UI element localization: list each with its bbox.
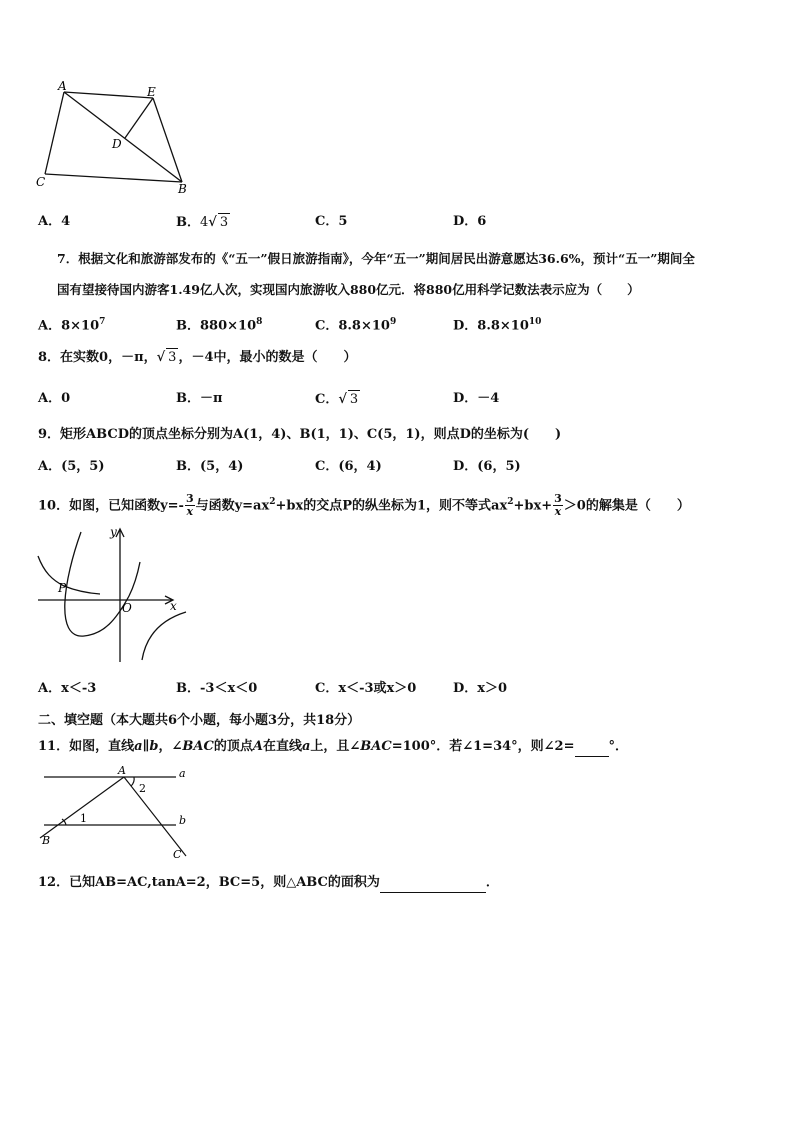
segment-AE: [64, 92, 153, 98]
q10-option-b[interactable]: B．-3＜x＜0: [176, 681, 258, 696]
label-D: D: [112, 137, 122, 151]
q10-stem: 10．如图，已知函数y=- $\frac{3}{x}$ 与函数$y=ax^2+bx$的交点P的纵坐标为1，则不等式$ax^2+bx+$ $\frac{3}{x}$ ＞0的解集是（ ）: [38, 492, 690, 519]
angle-2-arc: [131, 777, 134, 786]
q6-option-a[interactable]: A．4: [38, 214, 71, 229]
q9-stem: 9．矩形ABCD的顶点坐标分别为A(1，4)、B(1，1)、C(5，1)，则点D的坐标为( ): [38, 427, 562, 442]
parabola-curve: [65, 532, 140, 636]
label-B: B: [178, 182, 187, 196]
q7-option-a[interactable]: A．$8\times 10^7$: [38, 317, 106, 334]
q6-figure: [30, 78, 200, 198]
label-O: O: [122, 601, 132, 615]
q7-option-d[interactable]: D．$8.8\times 10^{10}$: [453, 317, 542, 334]
label-B: B: [42, 834, 51, 847]
label-A: A: [118, 764, 126, 777]
label-P: P: [58, 581, 67, 595]
fraction-3-over-x-2: $\frac{3}{x}$: [554, 492, 562, 519]
q12-answer-blank[interactable]: [380, 874, 486, 893]
label-C: C: [173, 848, 182, 861]
label-a: a: [179, 767, 186, 780]
q12-stem: 12．已知AB=AC,tanA=2，BC=5，则△ABC的面积为 ．: [38, 874, 499, 893]
q8-option-d[interactable]: D．－4: [453, 391, 500, 406]
segment-AC: [45, 92, 64, 174]
q10-option-c[interactable]: C．x＜-3或x＞0: [315, 681, 417, 696]
label-C: C: [36, 175, 46, 189]
q11-figure: [36, 762, 196, 862]
segment-EB: [153, 98, 182, 182]
q9-option-a[interactable]: A．(5，5): [38, 459, 105, 474]
q7-line1: 7．根据文化和旅游部发布的《“五一”假日旅游指南》，今年“五一”期间居民出游意愿达36.6%，预计“五一”期间全: [57, 251, 695, 266]
q7-option-c[interactable]: C．$8.8\times 10^9$: [315, 317, 397, 334]
segment-AB: [64, 92, 182, 182]
hyperbola-right-branch: [142, 612, 186, 660]
q6-option-c[interactable]: C．5: [315, 214, 348, 229]
label-angle-1: 1: [80, 812, 87, 825]
q8-stem: 8．在实数0，－π，√ 3 ，－4中，最小的数是（ ）: [38, 350, 357, 365]
q6-option-b[interactable]: B．4√ 3: [176, 215, 229, 230]
segment-AC: [124, 777, 186, 856]
label-y: y: [110, 525, 117, 539]
q8-option-b[interactable]: B．－π: [176, 391, 223, 406]
q7-option-b[interactable]: B．$880\times 10^8$: [176, 317, 263, 334]
q10-option-d[interactable]: D．x＞0: [453, 681, 508, 696]
q10-figure: [34, 524, 194, 666]
label-b: b: [179, 814, 187, 827]
label-E: E: [147, 85, 156, 99]
q11-answer-blank[interactable]: [575, 738, 609, 757]
q8-option-c[interactable]: C．√ 3: [315, 392, 359, 407]
q8-option-a[interactable]: A．0: [38, 391, 71, 406]
q9-option-c[interactable]: C．(6，4): [315, 459, 382, 474]
fraction-3-over-x: $\frac{3}{x}$: [185, 492, 194, 519]
q10-option-a[interactable]: A．x＜-3: [38, 681, 97, 696]
q6-option-d[interactable]: D．6: [453, 214, 487, 229]
label-angle-2: 2: [139, 782, 146, 795]
q11-stem: 11．如图，直线a∥b，∠BAC的顶点A在直线a上，且∠BAC=100°．若∠1=34°，则∠2= °．: [38, 738, 628, 757]
label-x: x: [170, 599, 177, 613]
label-A: A: [58, 79, 67, 93]
q9-option-b[interactable]: B．(5，4): [176, 459, 244, 474]
q9-option-d[interactable]: D．(6，5): [453, 459, 521, 474]
segment-AB: [40, 777, 124, 838]
segment-CB: [45, 174, 182, 182]
segment-DE: [125, 98, 153, 138]
q7-line2: 国有望接待国内游客1.49亿人次，实现国内旅游收入880亿元．将880亿用科学记数法表示应为（ ）: [57, 282, 640, 297]
section-heading: 二、填空题（本大题共6个小题，每小题3分，共18分）: [38, 713, 361, 728]
